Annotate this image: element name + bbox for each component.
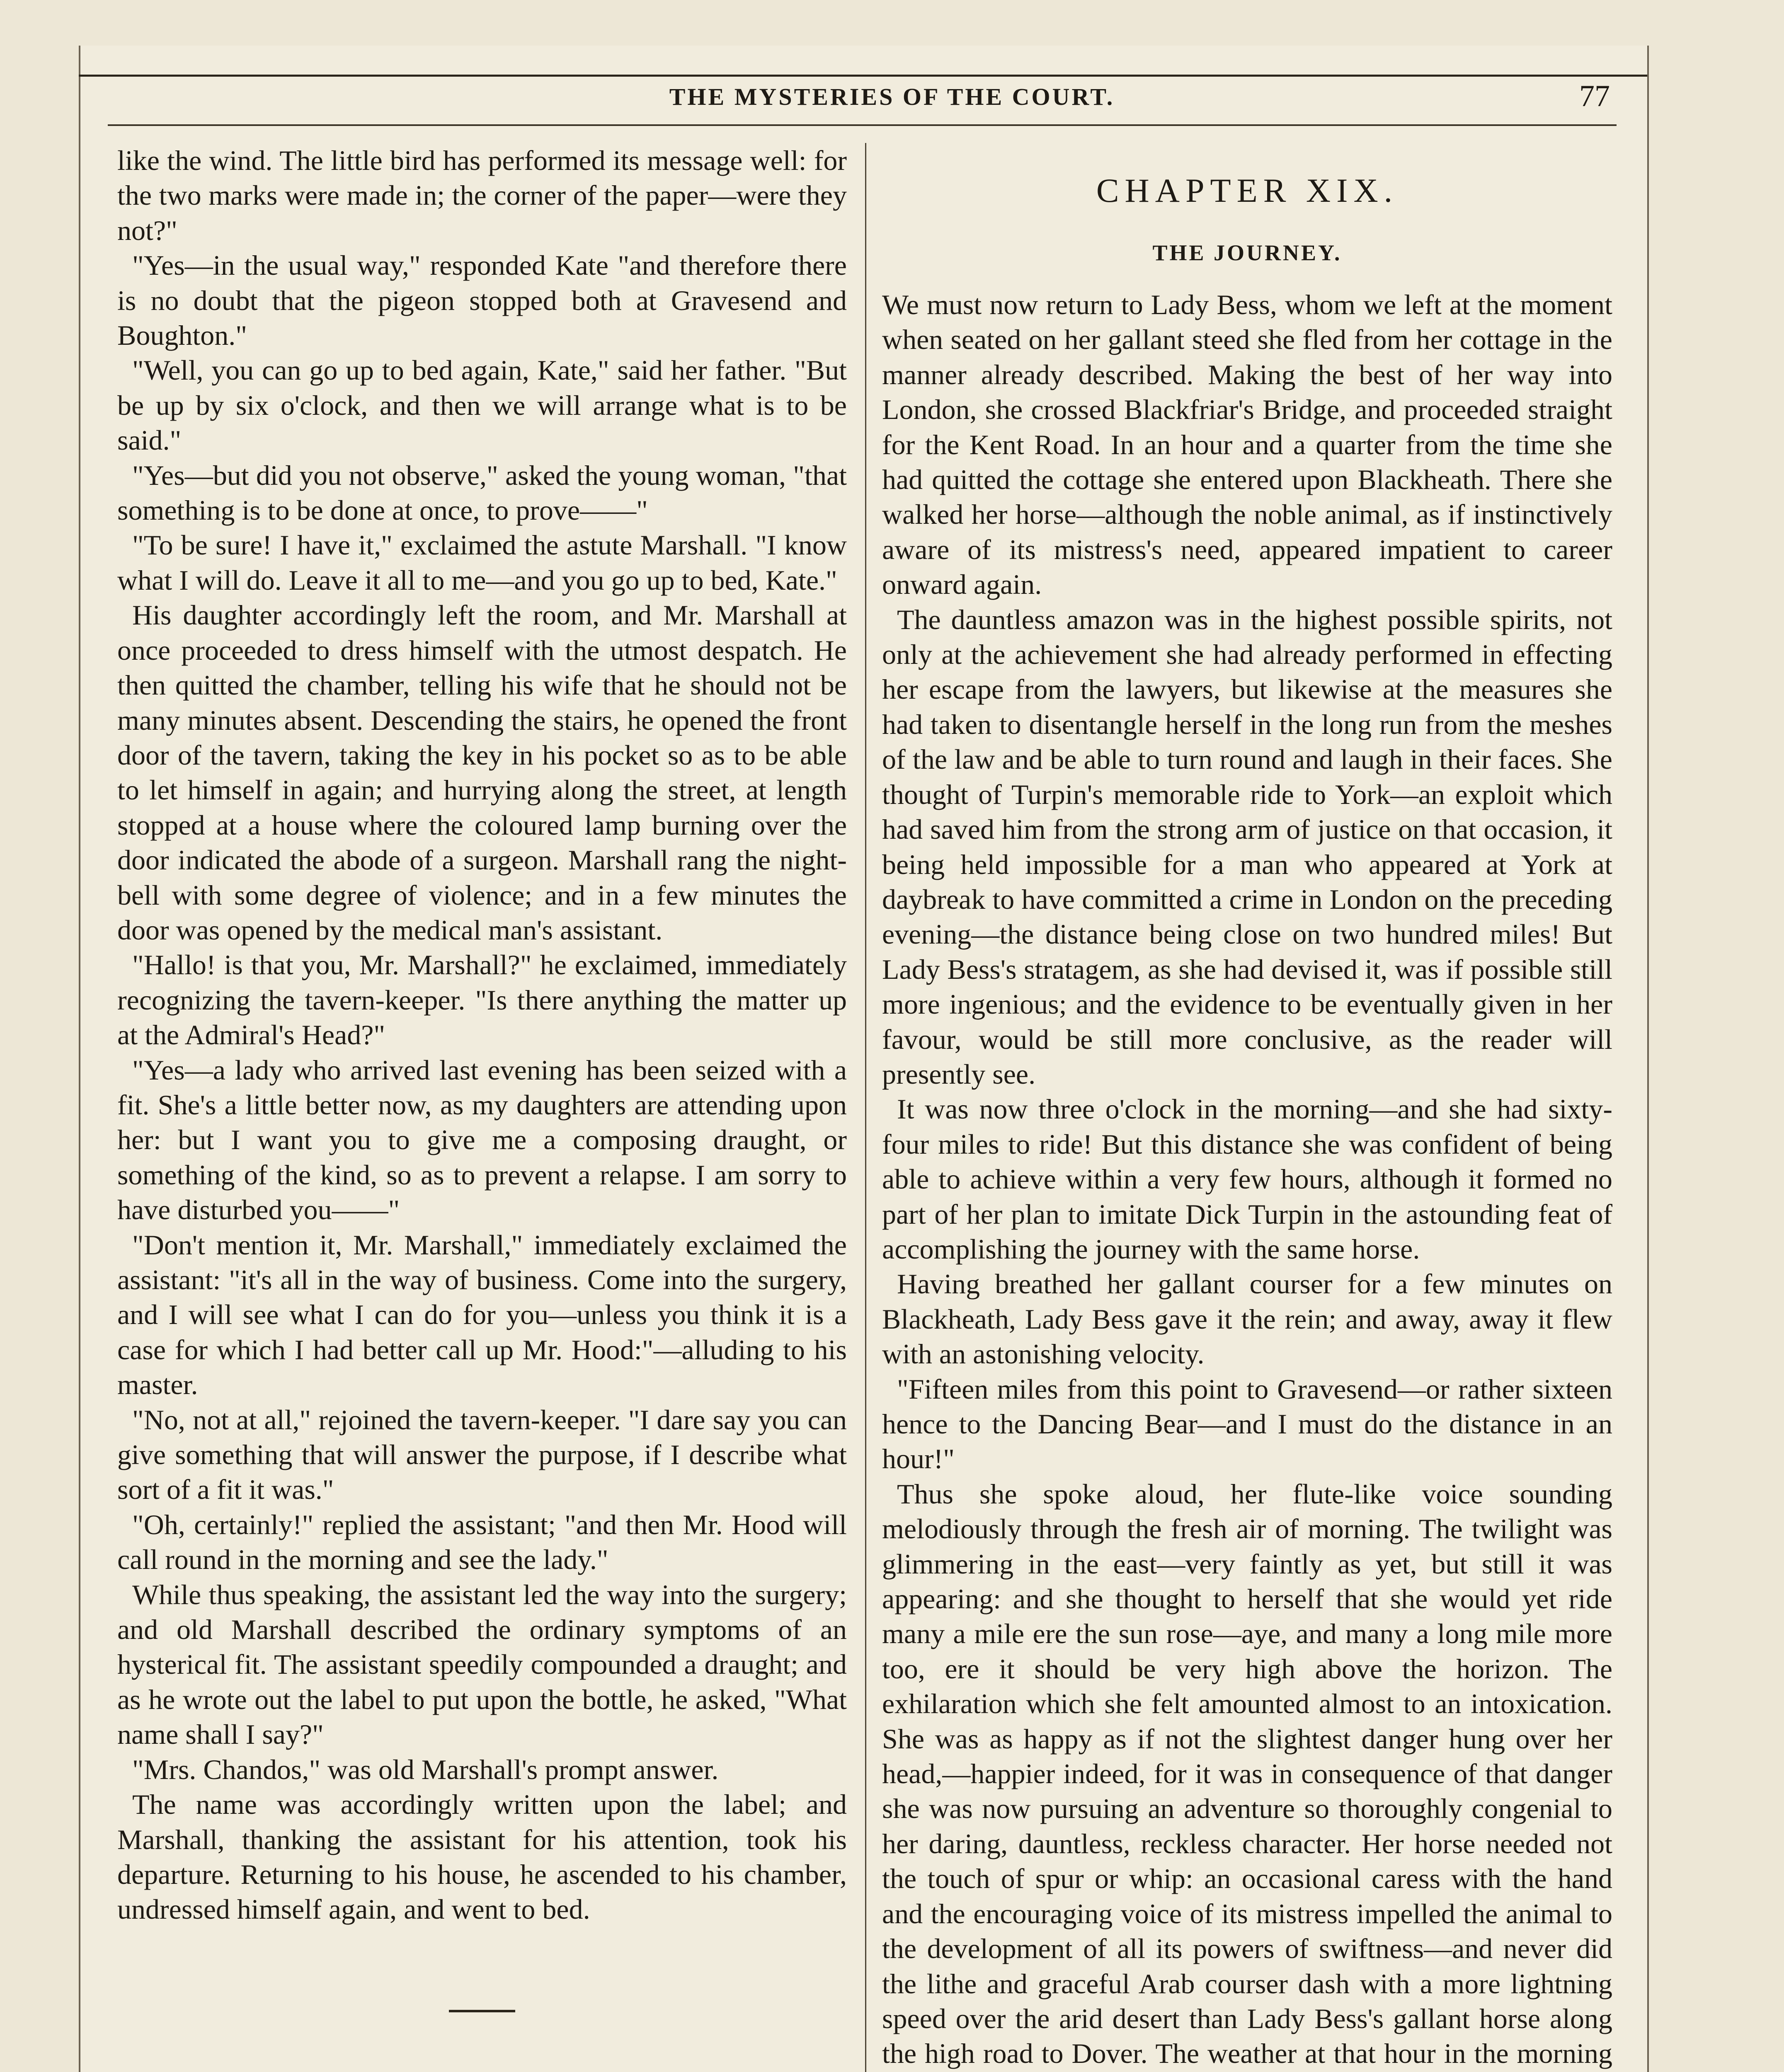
paragraph: "Yes—in the usual way," responded Kate "and therefore there is no doubt that the pigeon stopped both at Gravesend and Boughton." <box>117 249 847 351</box>
paragraph: Thus she spoke aloud, her flute-like voice sounding melodiously through the fresh air of morning. The twilight was glimmering in the east—very faintly as yet, but still it was appearing: and she thought to herself that she would yet ride many a mile ere the sun rose—aye, and many a long mile more too, ere it should be very high above the horizon. The exhilaration which she felt amounted almost to an intoxication. She was as happy as if not the slightest danger hung over her head,—happier indeed, for it was in consequence of that danger she was now pursuing an adventure so thoroughly congenial to her daring, dauntless, reckless character. Her horse needed not the touch of spur or whip: an occasional caress with the hand and the encouraging voice of its mistress impelled the animal to the development of all its powers of swiftness—and never did the lithe and graceful Arab courser dash with a more lightning speed over the arid desert than Lady Bess's gallant horse along the high road to Dover. The weather at that hour in the morning <box>882 1478 1612 2070</box>
paragraph: While thus speaking, the assistant led the way into the surgery; and old Marshall described the ordinary symptoms of an hysterical fit. The assistant speedily compounded a draught; and as he wrote out the label to put upon the bottle, he asked, "What name shall I say?" <box>117 1578 847 1750</box>
paragraph: "Oh, certainly!" replied the assistant; "and then Mr. Hood will call round in the morning and see the lady." <box>117 1508 847 1576</box>
paragraph: "Mrs. Chandos," was old Marshall's prompt answer. <box>132 1753 719 1785</box>
paragraph: The name was accordingly written upon the label; and Marshall, thanking the assistant for his attention, took his departure. Returning to his house, he ascended to his chamber, undressed himself again, and went to bed. <box>117 1789 847 1925</box>
paragraph: Having breathed her gallant courser for a few minutes on Blackheath, Lady Bess gave it the rein; and away, away it flew with an astonishing velocity. <box>882 1268 1612 1370</box>
paragraph: "Fifteen miles from this point to Gravesend—or rather sixteen hence to the Dancing Bear—and I must do the distance in an hour!" <box>882 1373 1612 1475</box>
top-border-rule <box>79 75 1647 77</box>
column-divider <box>865 143 866 2072</box>
running-title: THE MYSTERIES OF THE COURT. <box>669 83 1115 110</box>
paragraph: "Well, you can go up to bed again, Kate," said her father. "But be up by six o'clock, and then we will arrange what is to be said." <box>117 354 847 456</box>
chapter-subtitle: THE JOURNEY. <box>1152 240 1342 265</box>
header-rule <box>108 124 1617 126</box>
paragraph: The dauntless amazon was in the highest possible spirits, not only at the achievement she had already performed in effecting her escape from the lawyers, but likewise at the measures she had taken to disentangle herself in the long run from the meshes of the law and be able to turn round and laugh in their faces. She thought of Turpin's memorable ride to York—an exploit which had saved him from the strong arm of justice on that occasion, it being held impossible for a man who appeared at York at daybreak to have committed a crime in London on the preceding evening—the distance being close on two hundred miles! But Lady Bess's stratagem, as she had devised it, was if possible still more ingenious; and the evidence to be eventually given in her favour, would be still more conclusive, as the reader will presently see. <box>882 603 1612 1090</box>
paragraph: "Yes—a lady who arrived last evening has been seized with a fit. She's a little better now, as my daughters are attending upon her: but I want you to give me a composing draught, or something of the kind, so as to prevent a relapse. I am sorry to have disturbed you——" <box>117 1054 847 1226</box>
paragraph: "Don't mention it, Mr. Marshall," immediately exclaimed the assistant: "it's all in the way of business. Come into the surgery, and I will see what I can do for you—unless you think it is a case for which I had better call up Mr. Hood:"—alluding to his master. <box>117 1229 847 1401</box>
page-number: 77 <box>1579 79 1610 113</box>
paragraph: It was now three o'clock in the morning—and she had sixty-four miles to ride! But this distance she was confident of being able to achieve within a very few hours, although it formed no part of her plan to imitate Dick Turpin in the astounding feat of accomplishing the journey with the same horse. <box>882 1093 1612 1265</box>
paragraph: "Yes—but did you not observe," asked the young woman, "that something is to be done at once, to prove——" <box>117 459 847 526</box>
chapter-title: CHAPTER XIX. <box>1096 172 1399 209</box>
paragraph: "Hallo! is that you, Mr. Marshall?" he exclaimed, immediately recognizing the tavern-keeper. "Is there anything the matter up at the Admiral's Head?" <box>117 949 847 1051</box>
left-column <box>117 143 847 2012</box>
right-column <box>882 143 1612 2072</box>
paragraph: "To be sure! I have it," exclaimed the astute Marshall. "I know what I will do. Leave it all to me—and you go up to bed, Kate." <box>117 529 847 596</box>
paragraph: We must now return to Lady Bess, whom we left at the moment when seated on her gallant steed she fled from her cottage in the manner already described. Making the best of her way into London, she crossed Blackfriar's Bridge, and proceeded straight for the Kent Road. In an hour and a quarter from the time she had quitted the cottage she entered upon Blackheath. There she walked her horse—although the noble animal, as if instinctively aware of its mistress's need, appeared impatient to career onward again. <box>882 289 1612 600</box>
paragraph: His daughter accordingly left the room, and Mr. Marshall at once proceeded to dress himself with the utmost despatch. He then quitted the chamber, telling his wife that he should not be many minutes absent. Descending the stairs, he opened the front door of the tavern, taking the key in his pocket so as to be able to let himself in again; and hurrying along the street, at length stopped at a house where the coloured lamp burning over the door indicated the abode of a surgeon. Marshall rang the night-bell with some degree of violence; and in a few minutes the door was opened by the medical man's assistant. <box>117 599 847 946</box>
paragraph: like the wind. The little bird has performed its message well: for the two marks were made in; the corner of the paper—were they not?" <box>117 145 847 246</box>
paragraph: "No, not at all," rejoined the tavern-keeper. "I dare say you can give something that will answer the purpose, if I describe what sort of a fit it was." <box>117 1404 847 1506</box>
section-end-rule <box>449 2010 515 2012</box>
